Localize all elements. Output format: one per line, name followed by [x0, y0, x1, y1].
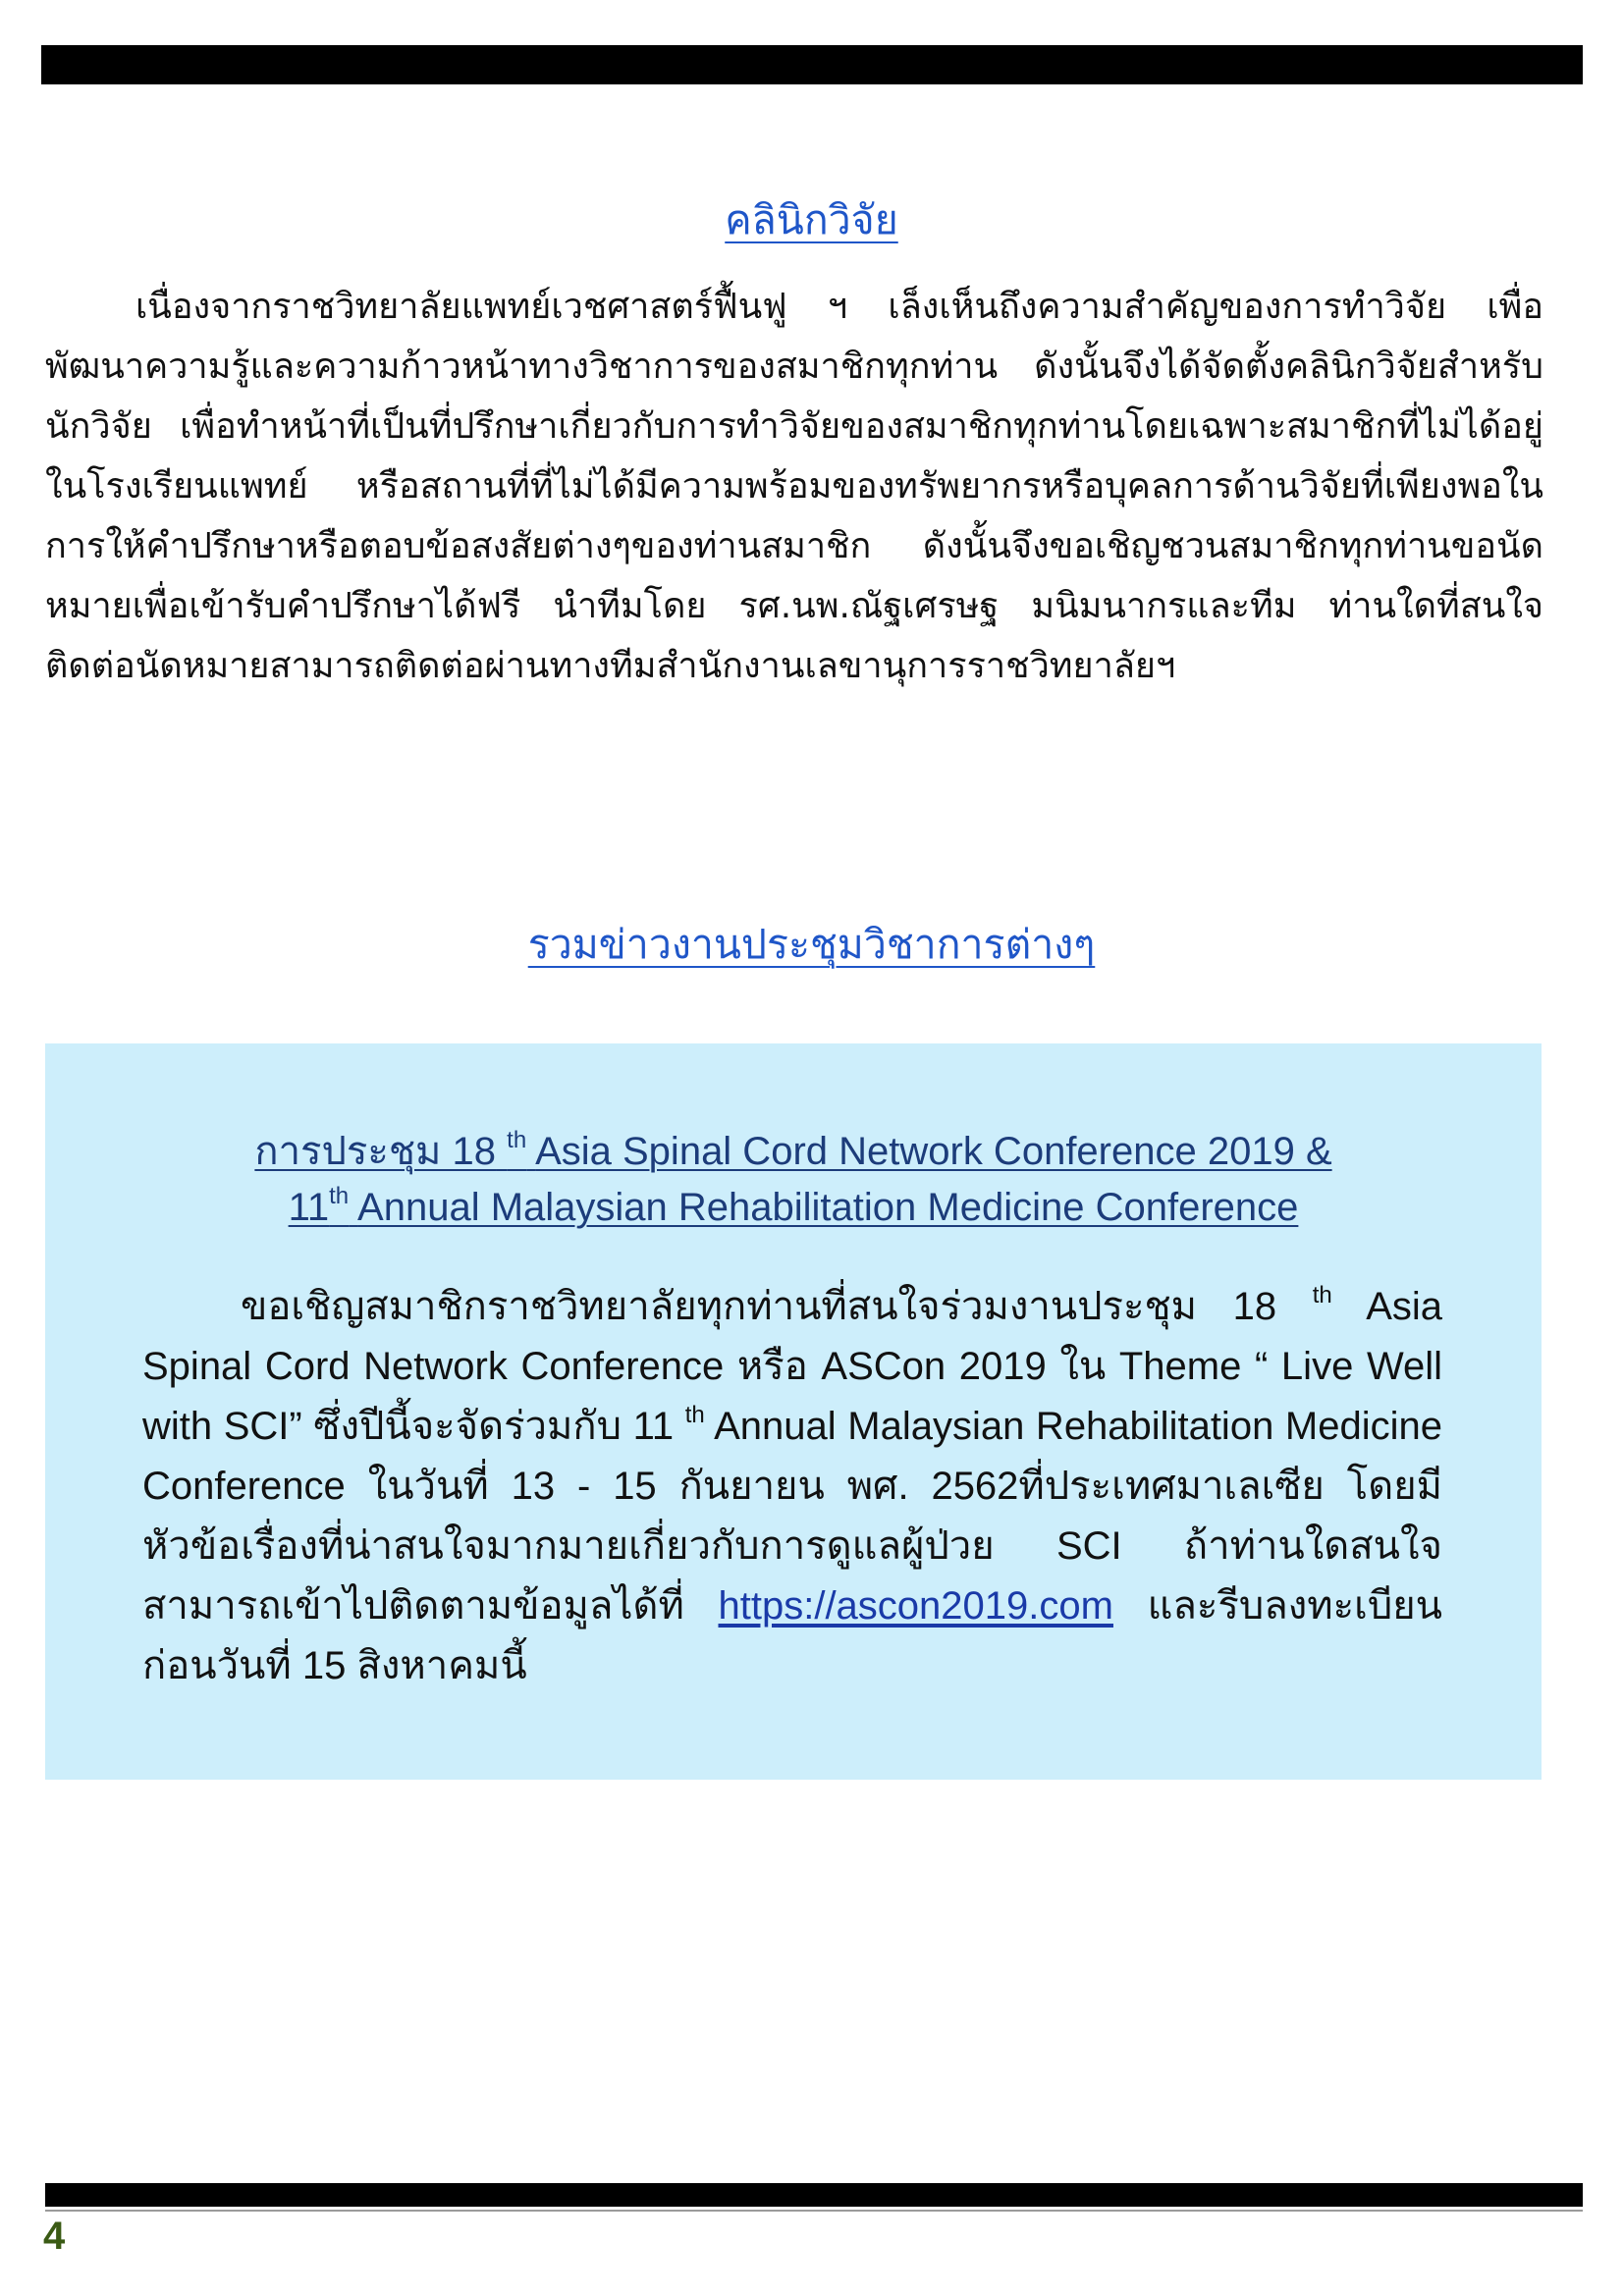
clinic-paragraph — [45, 277, 1543, 696]
news-heading: รวมข่าวงานประชุมวิชาการต่างๆ — [527, 921, 1096, 968]
conference-website-link[interactable]: https://ascon2019.com — [718, 1584, 1113, 1628]
footer-rule — [45, 2210, 1583, 2212]
footer-bar — [45, 2183, 1583, 2207]
conference-paragraph: ขอเชิญสมาชิกราชวิทยาลัยทุกท่านที่สนใจร่วมงานประชุม 18 $^{th}$ Asia Spinal Cord Network Conference หรือ ASCon 2019 ใน Theme “ Live Well with SCI” ซึ่งปีนี้จะจัดร่วมกับ 11 $^{th}$ Annual Malaysian Rehabilitation Medicine Conference ในวันที่ 13 - 15 กันยายน พศ. 2562ที่ประเทศมาเลเซีย โดยมีหัวข้อเรื่องที่น่าสนใจมากมายเกี่ยวกับการดูแลผู้ป่วย SCI ถ้าท่านใดสนใจสามารถเข้าไปติดตามข้อมูลได้ที่ https://ascon2019.com และรีบลงทะเบียนก่อนวันที่ 15 สิงหาคมนี้ — [142, 1282, 1442, 1687]
header-bar — [41, 45, 1583, 84]
clinic-heading: คลินิกวิจัย — [725, 196, 898, 243]
conference-title-line1[interactable]: การประชุม 18 $^{th}$ Asia Spinal Cord Network Conference 2019 & — [254, 1127, 1332, 1173]
clinic-paragraph-text: เนื่องจากราชวิทยาลัยแพทย์เวชศาสตร์ฟื้นฟู ฯ เล็งเห็นถึงความสำคัญของการทำวิจัย เพื่อพัฒนาความรู้และความก้าวหน้าทางวิชาการของสมาชิกทุกท่าน ดังนั้นจึงได้จัดตั้งคลินิกวิจัยสำหรับนักวิจัย เพื่อทำหน้าที่เป็นที่ปรึกษาเกี่ยวกับการทำวิจัยของสมาชิกทุกท่านโดยเฉพาะสมาชิกที่ไม่ได้อยู่ในโรงเรียนแพทย์ หรือสถานที่ที่ไม่ได้มีความพร้อมของทรัพยากรหรือบุคลการด้านวิจัยที่เพียงพอในการให้คำปรึกษาหรือตอบข้อสงสัยต่างๆของท่านสมาชิก ดังนั้นจึงขอเชิญชวนสมาชิกทุกท่านขอนัดหมายเพื่อเข้ารับคำปรึกษาได้ฟรี นำทีมโดย รศ.นพ.ณัฐเศรษฐ มนิมนากรและทีม ท่านใดที่สนใจติดต่อนัดหมายสามารถติดต่อผ่านทางทีมสำนักงานเลขานุการราชวิทยาลัยฯ — [45, 287, 1543, 686]
conference-title-line2[interactable]: 11th Annual Malaysian Rehabilitation Medicine Conference — [288, 1183, 1299, 1229]
page-number: 4 — [43, 2215, 66, 2258]
conference-title[interactable] — [45, 1124, 1542, 1236]
conference-news-box — [45, 1043, 1542, 1780]
